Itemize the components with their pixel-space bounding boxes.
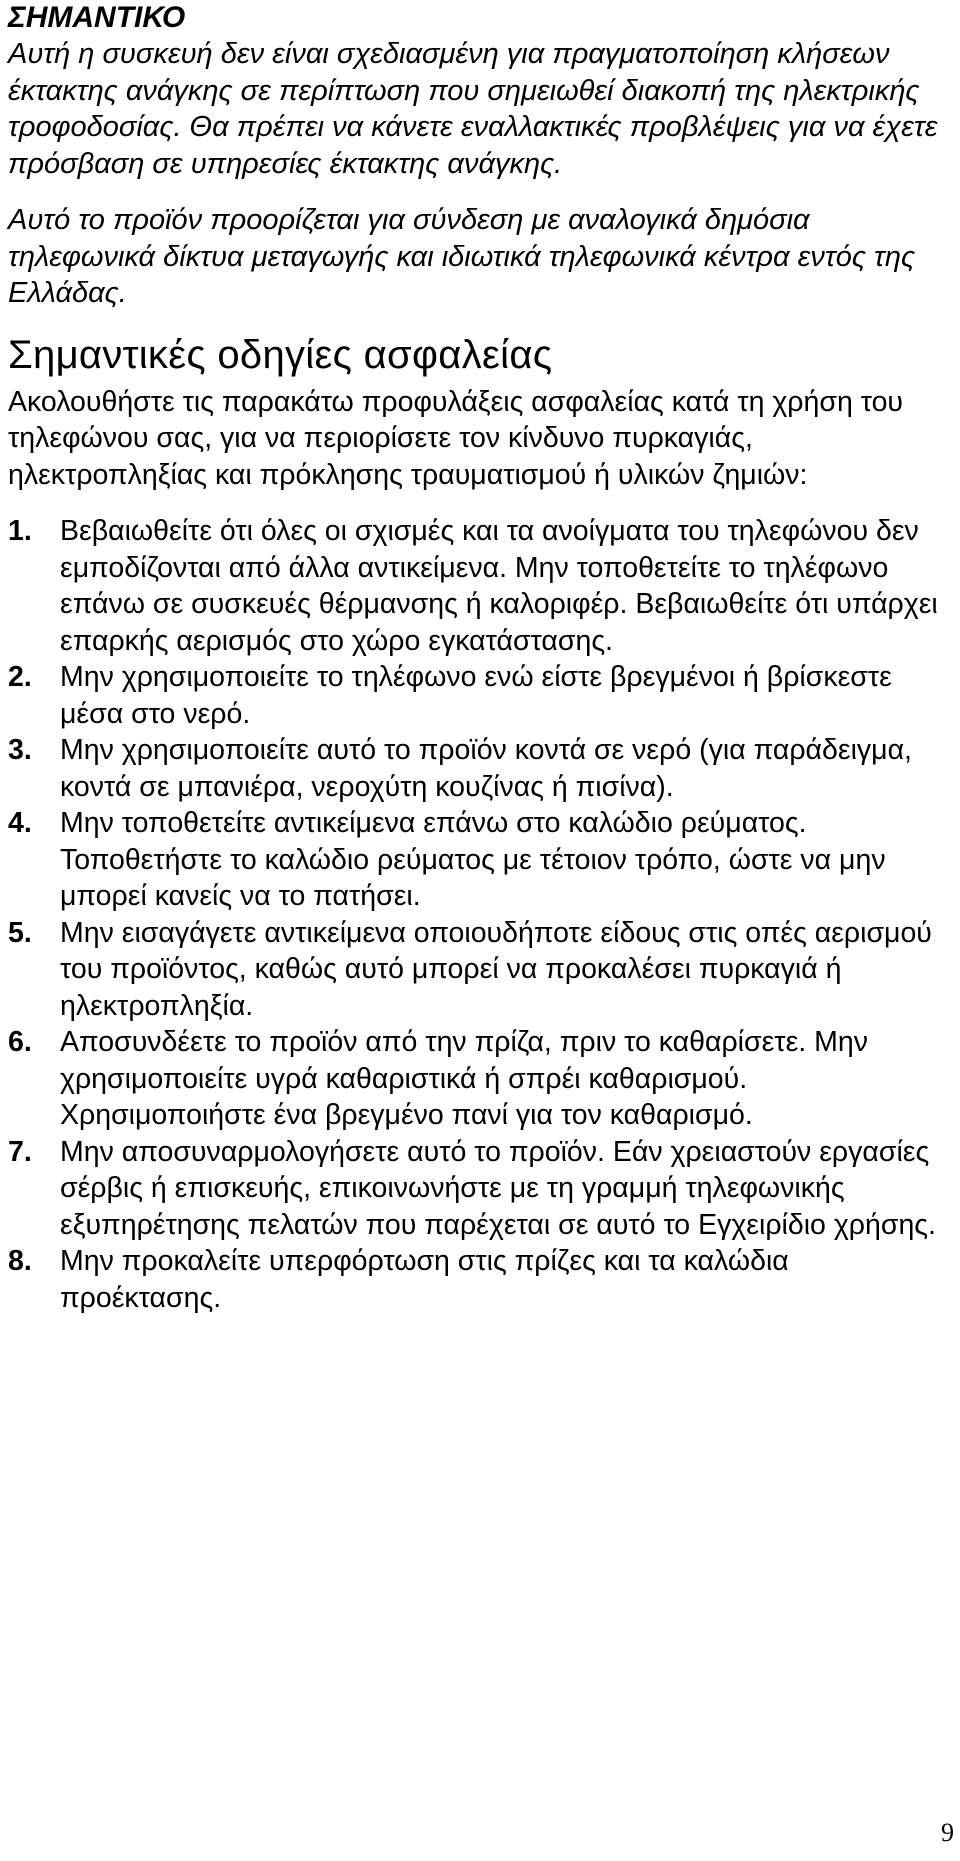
item-text: Μην εισαγάγετε αντικείμενα οποιουδήποτε είδους στις οπές αερισμού του προϊόντος, καθώς αυτό μπορεί να προκαλέσει πυρκαγιά ή ηλεκτροπληξία. [60, 916, 932, 1022]
item-number: 6. [8, 1026, 32, 1058]
page-number: 9 [941, 1818, 954, 1847]
list-item [8, 915, 952, 1025]
item-number: 2. [8, 661, 32, 693]
item-text: Μην προκαλείτε υπερφόρτωση στις πρίζες και τα καλώδια προέκτασης. [60, 1245, 789, 1314]
important-notice-heading: ΣΗΜΑΝΤΙΚΟ [8, 1, 186, 34]
item-text: Μην χρησιμοποιείτε αυτό το προϊόν κοντά σε νερό (για παράδειγμα, κοντά σε μπανιέρα, νεροχύτη κουζίνας ή πισίνα). [60, 734, 912, 803]
item-text: Βεβαιωθείτε ότι όλες οι σχισμές και τα ανοίγματα του τηλεφώνου δεν εμποδίζονται από άλλα αντικείμενα. Μην τοποθετείτε το τηλέφωνο επάνω σε συσκευές θέρμανσης ή καλοριφέρ. Βεβαιωθείτε ότι υπάρχει επαρκής αερισμός στο χώρο εγκατάστασης. [60, 515, 938, 657]
safety-intro: Ακολουθήστε τις παρακάτω προφυλάξεις ασφαλείας κατά τη χρήση του τηλεφώνου σας, για να περιορίσετε τον κίνδυνο πυρκαγιάς, ηλεκτροπληξίας και πρόκλησης τραυματισμού ή υλικών ζημιών: [8, 385, 904, 491]
network-compatibility-notice: Αυτό το προϊόν προορίζεται για σύνδεση με αναλογικά δημόσια τηλεφωνικά δίκτυα μεταγωγής και ιδιωτικά τηλεφωνικά κέντρα εντός της Ελλάδας. [8, 204, 916, 309]
item-text: Αποσυνδέετε το προϊόν από την πρίζα, πριν το καθαρίσετε. Μην χρησιμοποιείτε υγρά καθαριστικά ή σπρέι καθαρισμού. Χρησιμοποιήστε ένα βρεγμένο πανί για τον καθαρισμό. [60, 1026, 868, 1131]
item-number: 5. [8, 916, 32, 949]
item-number: 1. [8, 515, 32, 547]
item-number: 4. [8, 807, 32, 839]
list-item [8, 659, 952, 732]
safety-instructions-heading: Σημαντικές οδηγίες ασφαλείας [8, 332, 553, 377]
item-text: Μην χρησιμοποιείτε το τηλέφωνο ενώ είστε βρεγμένοι ή βρίσκεστε μέσα στο νερό. [60, 661, 892, 730]
list-item [8, 1134, 952, 1244]
item-number: 7. [8, 1135, 32, 1168]
list-item [8, 732, 952, 805]
list-item [8, 805, 952, 915]
item-number: 8. [8, 1245, 32, 1277]
item-text: Μην αποσυναρμολογήσετε αυτό το προϊόν. Εάν χρειαστούν εργασίες σέρβις ή επισκευής, επικοινωνήστε με τη γραμμή τηλεφωνικής εξυπηρέτησης πελατών που παρέχεται σε αυτό το Εγχειρίδιο χρήσης. [60, 1135, 936, 1241]
list-item [8, 513, 952, 659]
safety-list [8, 513, 952, 1316]
item-text: Μην τοποθετείτε αντικείμενα επάνω στο καλώδιο ρεύματος. Τοποθετήστε το καλώδιο ρεύματος με τέτοιον τρόπο, ώστε να μην μπορεί κανείς να το πατήσει. [60, 807, 886, 912]
list-item [8, 1024, 952, 1134]
manual-page [8, 0, 952, 1316]
emergency-call-notice: Αυτή η συσκευή δεν είναι σχεδιασμένη για πραγματοποίηση κλήσεων έκτακτης ανάγκης σε περίπτωση που σημειωθεί διακοπή της ηλεκτρικής τροφοδοσίας. Θα πρέπει να κάνετε εναλλακτικές προβλέψεις για να έχετε πρόσβαση σε υπηρεσίες έκτακτης ανάγκης. [8, 38, 938, 180]
item-number: 3. [8, 734, 32, 766]
list-item [8, 1243, 952, 1316]
